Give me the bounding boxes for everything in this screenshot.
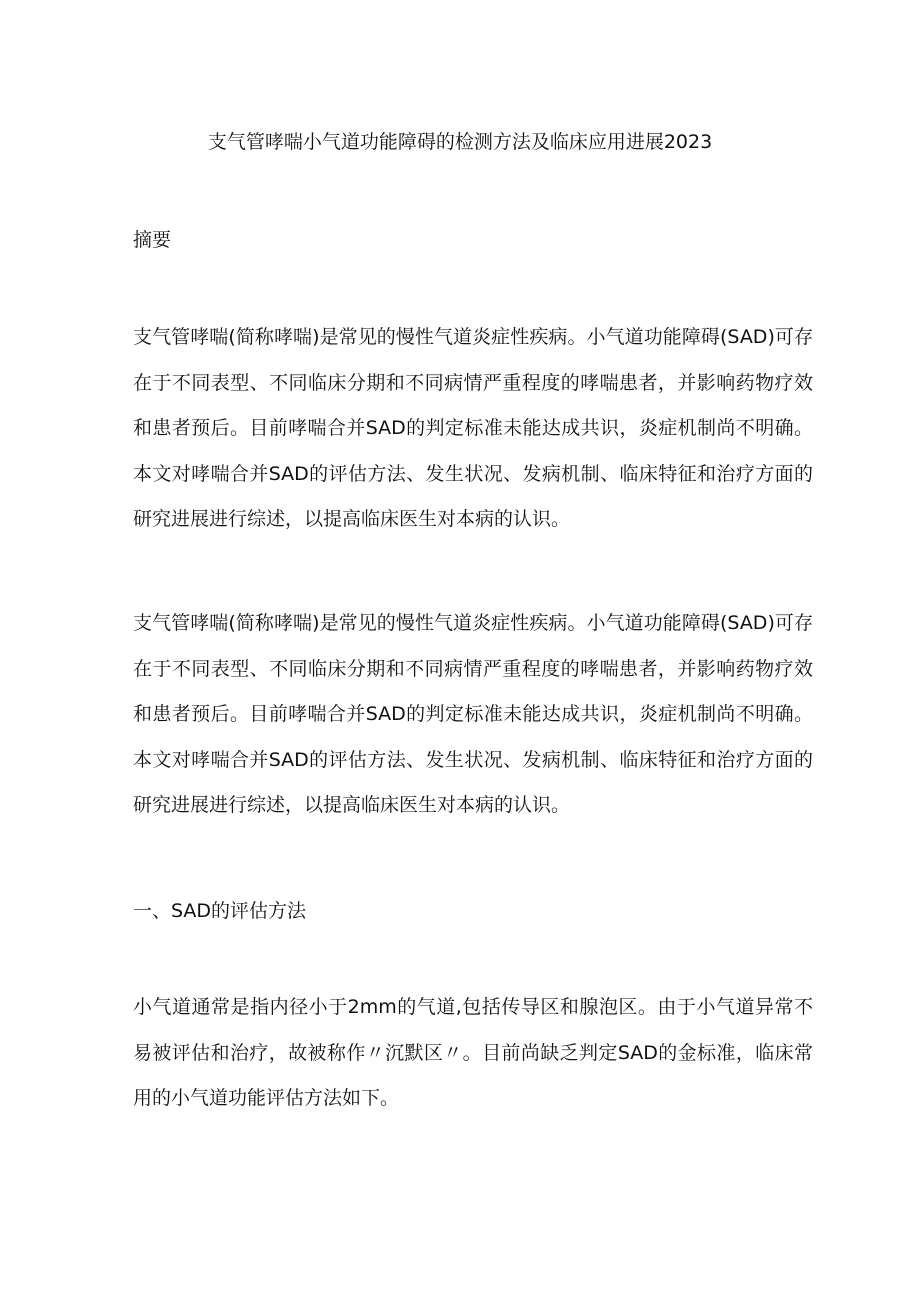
document-title: 支气管哮喘小气道功能障碍的检测方法及临床应用进展2023 bbox=[207, 131, 713, 153]
abstract-heading: 摘要 bbox=[133, 229, 172, 251]
section-paragraph: 小气道通常是指内径小于2mm的气道,包括传导区和腺泡区。由于小气道异常不易被评估和治疗，故被称作〃沉默区〃。目前尚缺乏判定SAD的金标准，临床常用的小气道功能评估方法如下。 bbox=[133, 996, 813, 1109]
abstract-paragraph: 支气管哮喘(简称哮喘)是常见的慢性气道炎症性疾病。小气道功能障碍(SAD)可存在于不同表型、不同临床分期和不同病情严重程度的哮喘患者，并影响药物疗效和患者预后。目前哮喘合并SAD的判定标准未能达成共识，炎症机制尚不明确。本文对哮喘合并SAD的评估方法、发生状况、发病机制、临床特征和治疗方面的研究进展进行综述，以提高临床医生对本病的认识。 bbox=[133, 326, 813, 530]
section-heading: 一、SAD的评估方法 bbox=[133, 900, 307, 922]
intro-paragraph: 支气管哮喘(简称哮喘)是常见的慢性气道炎症性疾病。小气道功能障碍(SAD)可存在于不同表型、不同临床分期和不同病情严重程度的哮喘患者，并影响药物疗效和患者预后。目前哮喘合并SAD的判定标准未能达成共识，炎症机制尚不明确。本文对哮喘合并SAD的评估方法、发生状况、发病机制、临床特征和治疗方面的研究进展进行综述，以提高临床医生对本病的认识。 bbox=[133, 612, 813, 816]
